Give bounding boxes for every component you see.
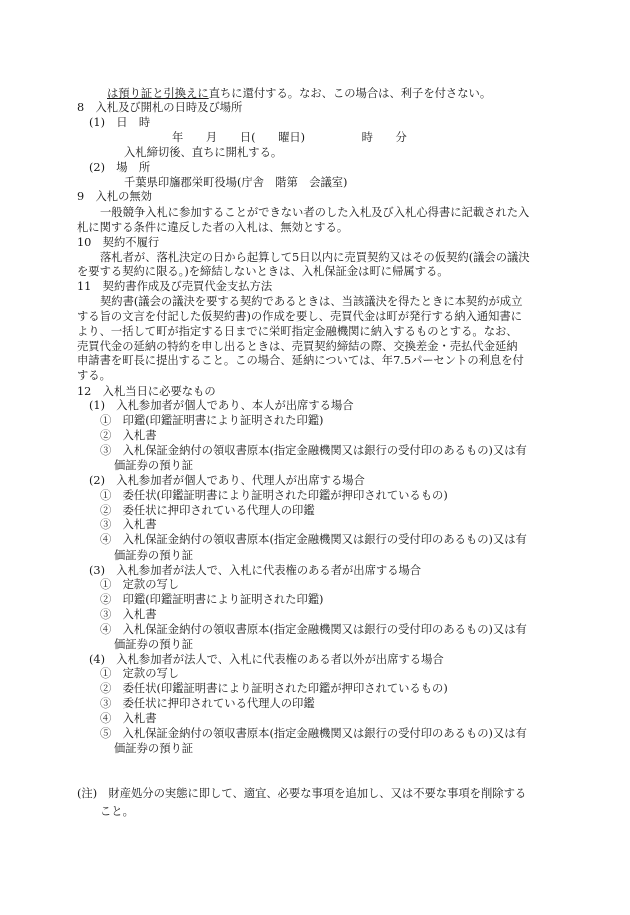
text-segment: 12 入札当日に必要なもの [77,385,216,398]
text-segment: 年 月 日( 曜日) 時 分 [172,131,407,144]
text-segment: 契約書(議会の議決を要する契約であるときは、当該議決を得たときに本契約が成立 [100,295,523,308]
text-line [100,428,157,443]
text-segment: 価証券の預り証 [114,549,194,562]
text-line [107,86,491,101]
text-line [100,503,315,518]
text-segment: ① 定款の写し [100,578,180,591]
text-segment: 9 入札の無効 [77,190,152,203]
text-segment: 直ちに還付する。なお、この場合は、利子を付さない。 [208,87,492,100]
text-segment: する。 [77,369,111,382]
text-line [100,443,527,458]
text-segment: 札に関する条件に違反した者の入札は、無効とする。 [77,221,349,234]
text-line [100,413,323,428]
text-line [77,384,216,399]
text-segment: 千葉県印旛郡栄町役場(庁舎 階第 会議室) [124,176,348,189]
text-line [100,804,134,819]
text-segment: ② 委任状(印鑑証明書により証明された印鑑が押印されているもの) [100,682,448,695]
text-line [89,473,365,488]
text-segment: 入札締切後、直ちに開札する。 [124,146,283,159]
text-line [100,666,179,681]
text-line [77,100,242,115]
text-line [77,235,159,250]
text-line [77,189,152,204]
text-line [100,607,157,622]
text-segment: 8 入札及び開札の日時及び場所 [77,101,243,114]
text-line [124,175,347,190]
text-line [100,250,530,265]
text-segment: (1) 日 時 [89,116,151,129]
text-line [114,637,193,652]
text-segment: ② 印鑑(印鑑証明書により証明された印鑑) [100,593,324,606]
text-line [77,339,518,354]
text-line [100,488,448,503]
text-line [77,786,526,801]
text-segment: (3) 入札参加者が法人で、入札に代表権のある者が出席する場合 [89,564,422,577]
text-segment: ③ 入札書 [100,608,157,621]
text-line [77,264,449,279]
text-line [77,279,272,294]
text-segment: ③ 入札保証金納付の領収書原本(指定金融機関又は銀行の受付印のあるもの)又は有 [100,444,527,457]
text-segment: ③ 入札書 [100,518,157,531]
text-segment: ④ 入札保証金納付の領収書原本(指定金融機関又は銀行の受付印のあるもの)又は有 [100,533,527,546]
text-line [89,563,421,578]
text-line [77,368,111,383]
text-segment: 落札者が、落札決定の日から起算して5日以内に売買契約又はその仮契約(議会の議決 [100,251,530,264]
text-line [89,652,444,667]
text-segment: 価証券の預り証 [114,742,194,755]
text-segment: ④ 入札保証金納付の領収書原本(指定金融機関又は銀行の受付印のあるもの)又は有 [100,623,527,636]
text-line [77,353,524,368]
text-segment: (2) 場 所 [89,161,151,174]
text-line [100,517,157,532]
text-segment: ⑤ 入札保証金納付の領収書原本(指定金融機関又は銀行の受付印のあるもの)又は有 [100,727,527,740]
text-line [114,458,193,473]
text-segment: ① 定款の写し [100,667,180,680]
text-segment: 一般競争入札に参加することができない者のした入札及び入札心得書に記載された入 [100,206,530,219]
text-line [100,681,448,696]
underlined-text: は預り証と引換えに [107,87,209,100]
text-segment: (4) 入札参加者が法人で、入札に代表権のある者以外が出席する場合 [89,653,444,666]
text-segment: ① 印鑑(印鑑証明書により証明された印鑑) [100,414,324,427]
text-line [89,160,150,175]
text-segment: (1) 入札参加者が個人であり、本人が出席する場合 [89,399,354,412]
text-line [172,130,407,145]
text-segment: (注) 財産処分の実態に即して、適宜、必要な事項を追加し、又は不要な事項を削除する [77,787,527,800]
text-line [124,145,282,160]
text-segment: ④ 入札書 [100,712,157,725]
text-line [77,309,522,324]
text-segment: ② 入札書 [100,429,157,442]
text-segment: する旨の文言を付記した仮契約書)の作成を要し、売買代金は町が発行する納入通知書に [77,310,522,323]
text-segment: ② 委任状に押印されている代理人の印鑑 [100,504,315,517]
text-line [100,532,527,547]
text-line [100,711,157,726]
text-line [100,622,527,637]
text-line [89,115,150,130]
text-line [100,726,527,741]
text-segment: ① 委任状(印鑑証明書により証明された印鑑が押印されているもの) [100,489,448,502]
text-segment: 価証券の預り証 [114,638,194,651]
text-segment: こと。 [100,805,134,818]
text-segment: 11 契約書作成及び売買代金支払方法 [77,280,273,293]
text-line [89,398,354,413]
text-line [77,324,518,339]
text-segment: 10 契約不履行 [77,236,160,249]
text-line [114,548,193,563]
text-line [77,220,348,235]
text-segment: 価証券の預り証 [114,459,194,472]
text-line [100,205,529,220]
text-segment: より、一括して町が指定する日までに栄町指定金融機関に納入するものとする。なお、 [77,325,518,338]
text-segment: (2) 入札参加者が個人であり、代理人が出席する場合 [89,474,365,487]
text-segment: ③ 委任状に押印されている代理人の印鑑 [100,697,315,710]
text-line [100,294,522,309]
text-line [114,741,193,756]
text-segment: 申請書を町長に提出すること。この場合、延納については、年7.5パーセントの利息を付 [77,354,524,367]
text-line [100,696,315,711]
text-line [100,592,323,607]
text-segment: を要する契約に限る。)を締結しないときは、入札保証金は町に帰属する。 [77,265,449,278]
text-line [100,577,179,592]
text-segment: 売買代金の延納の特約を申し出るときは、売買契約締結の際、交換差金・売払代金延納 [77,340,518,353]
